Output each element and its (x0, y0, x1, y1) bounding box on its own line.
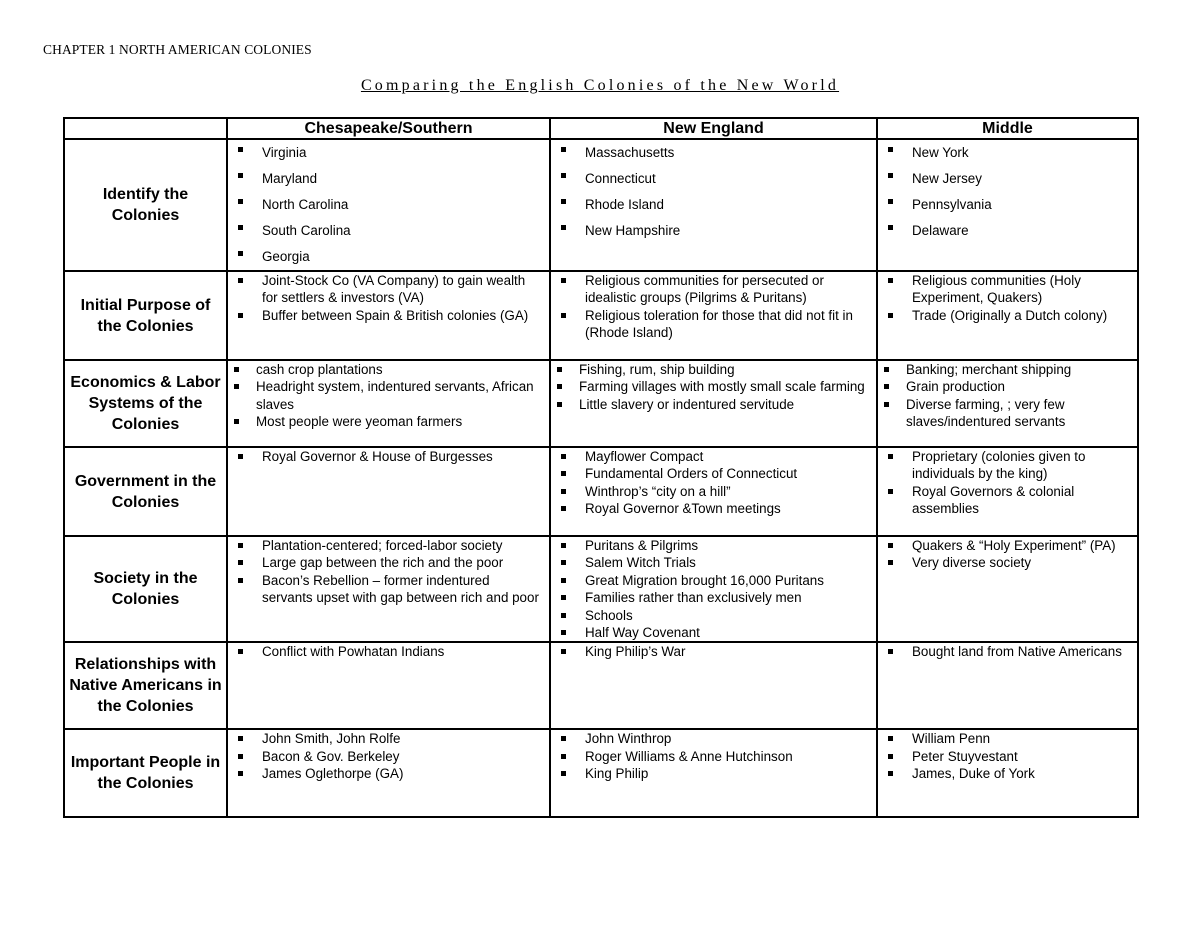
list-item: Joint-Stock Co (VA Company) to gain wealth for settlers & investors (VA) (228, 272, 549, 307)
bullet-list (878, 272, 1137, 324)
list-item: Mayflower Compact (551, 448, 876, 465)
cell-purpose-chesapeake (227, 271, 550, 360)
list-item: Great Migration brought 16,000 Puritans (551, 572, 876, 589)
list-item: Georgia (228, 244, 549, 270)
list-item: Proprietary (colonies given to individuals by the king) (878, 448, 1137, 483)
list-item: Religious toleration for those that did not fit in (Rhode Island) (551, 307, 876, 342)
list-item: Trade (Originally a Dutch colony) (878, 307, 1137, 324)
list-item: Families rather than exclusively men (551, 589, 876, 606)
list-item: Maryland (228, 166, 549, 192)
table-row-identify (64, 139, 1138, 271)
list-item: Banking; merchant shipping (878, 361, 1137, 378)
bullet-list (228, 272, 549, 324)
bullet-list (551, 537, 876, 641)
list-item: South Carolina (228, 218, 549, 244)
column-header-chesapeake: Chesapeake/Southern (227, 118, 550, 139)
column-header-middle: Middle (877, 118, 1138, 139)
row-header-society: Society in the Colonies (64, 536, 227, 642)
list-item: Diverse farming, ; very few slaves/indentured servants (878, 396, 1137, 431)
bullet-list (878, 361, 1137, 431)
bullet-list (878, 448, 1137, 518)
bullet-list (551, 643, 876, 660)
list-item: Conflict with Powhatan Indians (228, 643, 549, 660)
bullet-list (228, 140, 549, 270)
bullet-list (228, 537, 549, 607)
row-header-government: Government in the Colonies (64, 447, 227, 536)
list-item: Pennsylvania (878, 192, 1137, 218)
list-item: Delaware (878, 218, 1137, 244)
list-item: Peter Stuyvestant (878, 748, 1137, 765)
list-item: King Philip (551, 765, 876, 782)
list-item: Royal Governor &Town meetings (551, 500, 876, 517)
table-row-government (64, 447, 1138, 536)
list-item: North Carolina (228, 192, 549, 218)
list-item: Connecticut (551, 166, 876, 192)
cell-government-chesapeake (227, 447, 550, 536)
list-item: James Oglethorpe (GA) (228, 765, 549, 782)
list-item: cash crop plantations (228, 361, 549, 378)
cell-economics-chesapeake (227, 360, 550, 447)
cell-people-chesapeake (227, 729, 550, 817)
cell-purpose-new-england (550, 271, 877, 360)
row-header-purpose: Initial Purpose of the Colonies (64, 271, 227, 360)
header-row (64, 118, 1138, 139)
list-item: New York (878, 140, 1137, 166)
corner-cell (64, 118, 227, 139)
cell-society-middle (877, 536, 1138, 642)
list-item: Very diverse society (878, 554, 1137, 571)
cell-people-new-england (550, 729, 877, 817)
list-item: Rhode Island (551, 192, 876, 218)
table-row-society (64, 536, 1138, 642)
cell-identify-new-england (550, 139, 877, 271)
cell-government-new-england (550, 447, 877, 536)
table-row-economics (64, 360, 1138, 447)
row-header-identify: Identify the Colonies (64, 139, 227, 271)
bullet-list (551, 730, 876, 782)
list-item: Religious communities for persecuted or idealistic groups (Pilgrims & Puritans) (551, 272, 876, 307)
row-header-people: Important People in the Colonies (64, 729, 227, 817)
cell-society-chesapeake (227, 536, 550, 642)
list-item: Buffer between Spain & British colonies (GA) (228, 307, 549, 324)
cell-society-new-england (550, 536, 877, 642)
comparison-table (63, 117, 1139, 818)
bullet-list (228, 730, 549, 782)
cell-natives-middle (877, 642, 1138, 729)
list-item: Fishing, rum, ship building (551, 361, 876, 378)
bullet-list (228, 361, 549, 431)
cell-economics-new-england (550, 360, 877, 447)
list-item: Winthrop’s “city on a hill” (551, 483, 876, 500)
list-item: Royal Governors & colonial assemblies (878, 483, 1137, 518)
bullet-list (878, 537, 1137, 572)
list-item: New Hampshire (551, 218, 876, 244)
cell-natives-chesapeake (227, 642, 550, 729)
document-title: Comparing the English Colonies of the New World (360, 77, 840, 94)
list-item: Grain production (878, 378, 1137, 395)
row-header-economics: Economics & Labor Systems of the Colonies (64, 360, 227, 447)
list-item: Large gap between the rich and the poor (228, 554, 549, 571)
list-item: King Philip’s War (551, 643, 876, 660)
bullet-list (551, 272, 876, 342)
list-item: Quakers & “Holy Experiment” (PA) (878, 537, 1137, 554)
list-item: Little slavery or indentured servitude (551, 396, 876, 413)
cell-identify-chesapeake (227, 139, 550, 271)
list-item: Headright system, indentured servants, African slaves (228, 378, 549, 413)
bullet-list (551, 448, 876, 518)
list-item: Bacon & Gov. Berkeley (228, 748, 549, 765)
chapter-heading: CHAPTER 1 NORTH AMERICAN COLONIES (43, 42, 312, 57)
list-item: Royal Governor & House of Burgesses (228, 448, 549, 465)
cell-natives-new-england (550, 642, 877, 729)
list-item: Schools (551, 607, 876, 624)
bullet-list (228, 448, 549, 465)
list-item: Half Way Covenant (551, 624, 876, 641)
list-item: John Winthrop (551, 730, 876, 747)
row-header-natives: Relationships with Native Americans in the Colonies (64, 642, 227, 729)
cell-purpose-middle (877, 271, 1138, 360)
list-item: James, Duke of York (878, 765, 1137, 782)
table-row-people (64, 729, 1138, 817)
cell-government-middle (877, 447, 1138, 536)
cell-economics-middle (877, 360, 1138, 447)
list-item: Most people were yeoman farmers (228, 413, 549, 430)
bullet-list (878, 140, 1137, 244)
bullet-list (878, 643, 1137, 660)
table-row-natives (64, 642, 1138, 729)
bullet-list (878, 730, 1137, 782)
list-item: Massachusetts (551, 140, 876, 166)
list-item: Salem Witch Trials (551, 554, 876, 571)
list-item: Bacon’s Rebellion – former indentured servants upset with gap between rich and poor (228, 572, 549, 607)
list-item: New Jersey (878, 166, 1137, 192)
list-item: Roger Williams & Anne Hutchinson (551, 748, 876, 765)
bullet-list (228, 643, 549, 660)
bullet-list (551, 140, 876, 244)
list-item: John Smith, John Rolfe (228, 730, 549, 747)
list-item: Plantation-centered; forced-labor society (228, 537, 549, 554)
list-item: Religious communities (Holy Experiment, Quakers) (878, 272, 1137, 307)
list-item: Farming villages with mostly small scale farming (551, 378, 876, 395)
list-item: Virginia (228, 140, 549, 166)
list-item: William Penn (878, 730, 1137, 747)
column-header-new-england: New England (550, 118, 877, 139)
table-row-purpose (64, 271, 1138, 360)
bullet-list (551, 361, 876, 413)
cell-identify-middle (877, 139, 1138, 271)
list-item: Puritans & Pilgrims (551, 537, 876, 554)
cell-people-middle (877, 729, 1138, 817)
list-item: Fundamental Orders of Connecticut (551, 465, 876, 482)
list-item: Bought land from Native Americans (878, 643, 1137, 660)
